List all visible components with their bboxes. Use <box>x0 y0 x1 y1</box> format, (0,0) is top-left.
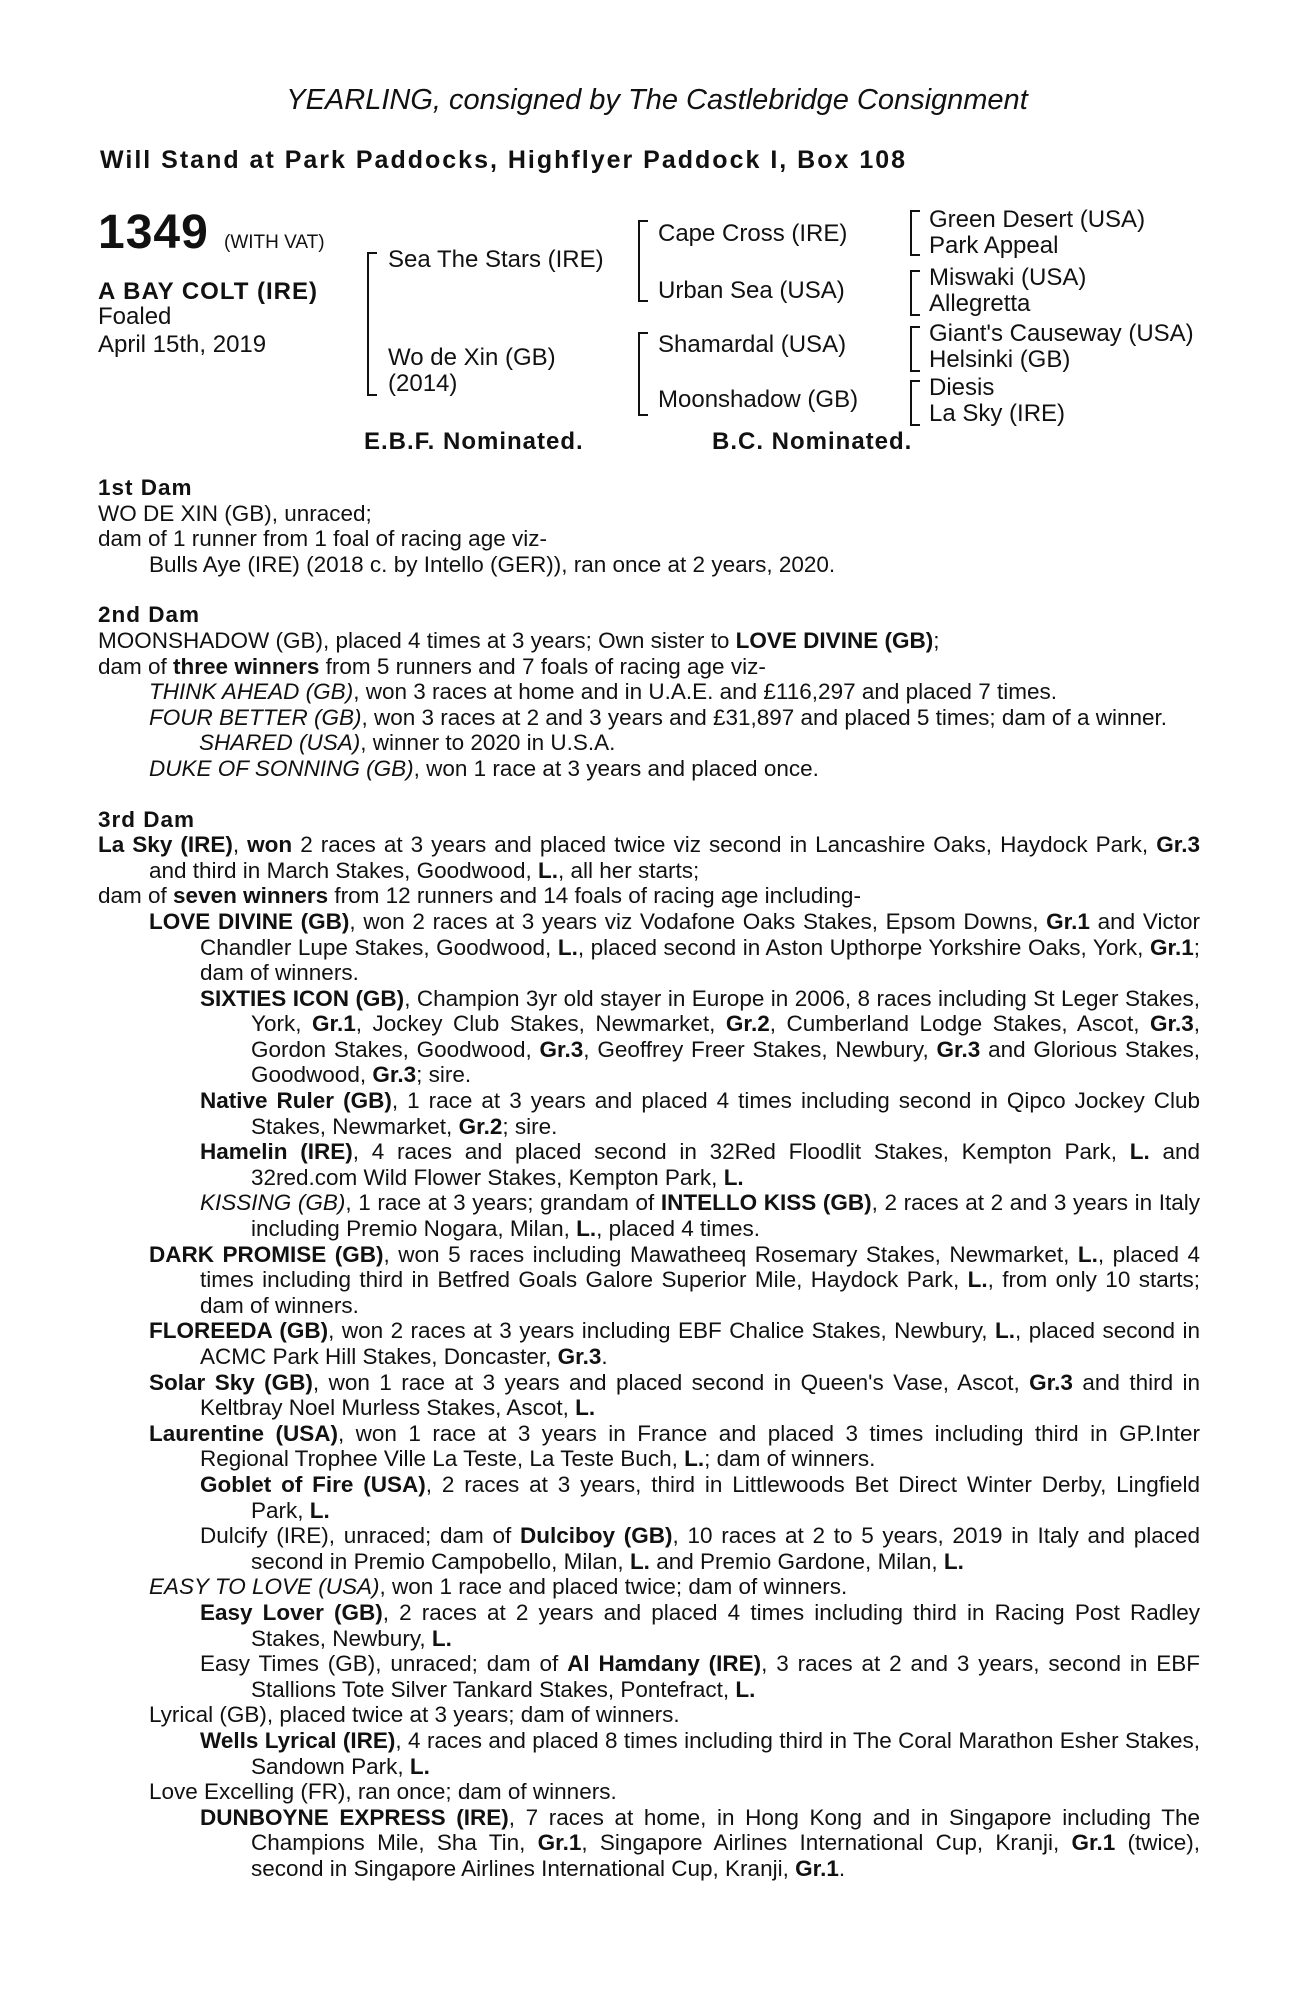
bold-run: 2nd Dam <box>98 602 201 628</box>
bold-run: three winners <box>173 653 320 679</box>
pedigree-entry <box>98 832 1200 883</box>
text-run: , 4 races and placed second in 32Red Floodlit Stakes, Kempton Park, <box>352 1139 1130 1165</box>
pedigree-entry <box>98 501 1200 527</box>
pedigree-entry <box>98 1600 1200 1651</box>
text-run: , placed 4 times including third in Betfred Goals Galore Superior Mile, Haydock Park, <box>200 1241 1201 1293</box>
pedigree-entry <box>98 1088 1200 1139</box>
bold-run: L. <box>309 1497 330 1523</box>
bold-run: L. <box>576 1216 597 1242</box>
bold-run: Gr.2 <box>458 1113 503 1139</box>
text-run: ; <box>933 627 940 653</box>
bold-run: L. <box>629 1548 650 1574</box>
italic-run: SHARED (USA) <box>199 730 361 756</box>
pedigree-dam-dam: Moonshadow (GB) <box>658 386 859 413</box>
bold-run: L. <box>684 1446 705 1472</box>
bold-run: Wells Lyrical (IRE) <box>200 1727 396 1753</box>
text-run: ; dam of winners. <box>200 934 1200 986</box>
bold-run: DARK PROMISE (GB) <box>149 1241 384 1267</box>
pedigree-ssd: Park Appeal <box>929 232 1059 259</box>
lot-description: A BAY COLT (IRE) <box>98 278 319 305</box>
pedigree-entry <box>98 883 1200 909</box>
text-run: , Champion 3yr old stayer in Europe in 2006, 8 races including St Leger Stakes, York, <box>251 985 1201 1037</box>
section-heading <box>98 475 1200 501</box>
italic-run: EASY TO LOVE (USA) <box>149 1574 380 1600</box>
text-run: , 2 races at 2 years and placed 4 times including third in Racing Post Radley Stakes, Newbury, <box>251 1599 1200 1651</box>
bold-run: L. <box>431 1625 452 1651</box>
bold-run: Easy Lover (GB) <box>200 1599 383 1625</box>
section-heading <box>98 602 1200 628</box>
bold-run: seven winners <box>173 883 329 909</box>
pedigree-brace-main <box>367 252 377 396</box>
text-run: Easy Times (GB), unraced; dam of <box>200 1651 568 1677</box>
bold-run: Gr.3 <box>1149 1011 1194 1037</box>
ebf-nominated: E.B.F. Nominated. <box>364 428 584 455</box>
pedigree-entry <box>98 1318 1200 1369</box>
bold-run: 3rd Dam <box>98 806 196 832</box>
bold-run: Gr.3 <box>1029 1369 1073 1395</box>
bold-run: 1st Dam <box>98 475 193 500</box>
text-run: , Jockey Club Stakes, Newmarket, <box>355 1011 726 1037</box>
bold-run: Gr.1 <box>1046 908 1090 934</box>
bold-run: Goblet of Fire (USA) <box>200 1471 426 1497</box>
pedigree-dam-year: (2014) <box>388 370 458 397</box>
pedigree-brace-3 <box>910 326 920 372</box>
pedigree-entry <box>98 1805 1200 1882</box>
text-run: , 4 races and placed 8 times including third in The Coral Marathon Esher Stakes, Sandown Park, <box>251 1727 1201 1779</box>
bold-run: DUNBOYNE EXPRESS (IRE) <box>200 1804 509 1830</box>
text-run: and Premio Gardone, Milan, <box>649 1548 944 1574</box>
pedigree-entry <box>98 986 1200 1088</box>
pedigree-entry <box>98 552 1200 578</box>
pedigree-entry <box>98 909 1200 986</box>
bold-run: L. <box>409 1753 430 1779</box>
spacer <box>98 577 1200 602</box>
text-run: , Singapore Airlines International Cup, Kranji, <box>581 1830 1072 1856</box>
pedigree-entry <box>98 1651 1200 1702</box>
text-run: , placed second in Aston Upthorpe Yorkshire Oaks, York, <box>577 934 1150 960</box>
text-run: and Victor Chandler Lupe Stakes, Goodwood, <box>200 908 1200 960</box>
foaled-date: April 15th, 2019 <box>98 331 267 358</box>
pedigree-entry <box>98 1779 1200 1805</box>
bold-run: Gr.1 <box>1071 1830 1116 1856</box>
text-run <box>149 730 199 755</box>
bold-run: Hamelin (IRE) <box>200 1139 353 1165</box>
text-run: , from only 10 starts; dam of winners. <box>200 1267 1200 1318</box>
text-run: and third in March Stakes, Goodwood, <box>149 857 538 883</box>
text-run: ; sire. <box>502 1113 558 1139</box>
text-run: , won 1 race at 3 years in France and placed 3 times including third in GP.Inter Regional Trophee Ville La Teste, La Teste Buch, <box>200 1420 1200 1472</box>
pedigree-sire-dam: Urban Sea (USA) <box>658 277 845 304</box>
pedigree-entry <box>98 730 1200 756</box>
italic-run: KISSING (GB) <box>200 1190 346 1216</box>
text-run: dam of <box>98 883 174 909</box>
bold-run: SIXTIES ICON (GB) <box>200 985 405 1011</box>
pedigree-brace-dam <box>638 332 648 416</box>
text-run: and 32red.com Wild Flower Stakes, Kempton Park, <box>251 1139 1200 1190</box>
text-run: , 2 races at 2 and 3 years in Italy including Premio Nogara, Milan, <box>251 1190 1200 1242</box>
text-run: , 2 races at 3 years, third in Littlewoods Bet Direct Winter Derby, Lingfield Park, <box>251 1471 1200 1523</box>
bold-run: Gr.3 <box>539 1036 584 1062</box>
bold-run: L. <box>557 934 578 960</box>
text-run: MOONSHADOW (GB), placed 4 times at 3 years; Own sister to <box>98 627 736 653</box>
text-run: , placed 4 times. <box>596 1216 760 1242</box>
bold-run: L. <box>995 1318 1016 1344</box>
bold-run: Gr.2 <box>725 1011 770 1037</box>
text-run: Love Excelling (FR), ran once; dam of winners. <box>149 1779 617 1805</box>
bold-run: L. <box>735 1676 756 1702</box>
text-run: from 5 runners and 7 foals of racing age viz- <box>319 653 766 679</box>
pedigree-dam-sire: Shamardal (USA) <box>658 331 847 358</box>
text-run: , Cumberland Lodge Stakes, Ascot, <box>769 1011 1150 1037</box>
text-run: WO DE XIN (GB), unraced; <box>98 500 372 526</box>
bold-run: L. <box>967 1267 988 1293</box>
consignment-heading: YEARLING, consigned by The Castlebridge Consignment <box>286 84 1028 116</box>
text-run: dam of <box>98 653 174 679</box>
pedigree-entry <box>98 1472 1200 1523</box>
pedigree-dss: Giant's Causeway (USA) <box>929 320 1194 347</box>
spacer <box>98 782 1200 807</box>
text-run: , won 1 race at 3 years and placed second in Queen's Vase, Ascot, <box>312 1369 1030 1395</box>
stable-location: Will Stand at Park Paddocks, Highflyer Paddock I, Box 108 <box>100 146 908 174</box>
bold-run: Gr.3 <box>372 1062 417 1088</box>
bold-run: L. <box>1129 1139 1150 1165</box>
section-heading <box>98 807 1200 833</box>
text-run: from 12 runners and 14 foals of racing age including- <box>328 883 861 909</box>
pedigree-entry <box>98 1574 1200 1600</box>
text-run: ; sire. <box>416 1062 472 1088</box>
pedigree-brace-2 <box>910 270 920 316</box>
bold-run: Gr.3 <box>1156 832 1200 858</box>
text-run: , 1 race at 3 years and placed 4 times including second in Qipco Jockey Club Stakes, Newmarket, <box>251 1088 1200 1139</box>
text-run: and third in Keltbray Noel Murless Stakes, Ascot, <box>200 1369 1201 1421</box>
text-run: , Gordon Stakes, Goodwood, <box>251 1011 1200 1062</box>
pedigree-dsd: Helsinki (GB) <box>929 346 1071 373</box>
text-run: (twice), second in Singapore Airlines International Cup, Kranji, <box>251 1830 1201 1881</box>
pedigree-entry <box>98 654 1200 680</box>
bc-nominated: B.C. Nominated. <box>712 428 913 455</box>
bold-run: Gr.3 <box>557 1344 602 1369</box>
text-run: and Glorious Stakes, Goodwood, <box>251 1036 1200 1088</box>
italic-run: DUKE OF SONNING (GB) <box>149 755 414 781</box>
text-run: . <box>601 1344 608 1369</box>
pedigree-entry <box>98 1139 1200 1190</box>
bold-run: FLOREEDA (GB) <box>149 1318 329 1344</box>
pedigree-entry <box>98 628 1200 654</box>
bold-run: L. <box>575 1395 596 1421</box>
text-run: , all her starts; <box>557 857 700 883</box>
vat-label: (WITH VAT) <box>224 232 325 253</box>
pedigree-brace-sire <box>638 220 648 302</box>
bold-run: won <box>247 832 293 858</box>
text-run: , Geoffrey Freer Stakes, Newbury, <box>583 1036 937 1062</box>
text-run: , 3 races at 2 and 3 years, second in EBF Stallions Tote Silver Tankard Stakes, Pontefract, <box>251 1651 1200 1702</box>
bold-run: La Sky (IRE) <box>98 832 233 858</box>
foaled-label: Foaled <box>98 303 172 330</box>
italic-run: THINK AHEAD (GB) <box>149 679 354 705</box>
pedigree-entry <box>98 1728 1200 1779</box>
text-run: , won 2 races at 3 years including EBF Chalice Stakes, Newbury, <box>328 1318 996 1344</box>
text-run: Dulcify (IRE), unraced; dam of <box>200 1523 520 1549</box>
bold-run: Native Ruler (GB) <box>200 1088 392 1114</box>
pedigree-entry <box>98 1421 1200 1472</box>
bold-run: Gr.1 <box>311 1011 356 1037</box>
text-run: dam of 1 runner from 1 foal of racing age viz- <box>98 526 547 552</box>
bold-run: Gr.3 <box>936 1036 981 1062</box>
italic-run: FOUR BETTER (GB) <box>149 704 362 730</box>
bold-run: Gr.1 <box>1149 934 1194 960</box>
pedigree-notes <box>98 475 1200 1881</box>
bold-run: Dulciboy (GB) <box>520 1523 673 1549</box>
text-run: , 10 races at 2 to 5 years, 2019 in Italy and placed second in Premio Campobello, Milan, <box>251 1523 1201 1574</box>
bold-run: Al Hamdany (IRE) <box>567 1651 762 1677</box>
text-run: 2 races at 3 years and placed twice viz second in Lancashire Oaks, Haydock Park, <box>292 832 1157 858</box>
pedigree-entry <box>98 1242 1200 1319</box>
text-run: , won 1 race and placed twice; dam of winners. <box>379 1574 848 1600</box>
pedigree-entry <box>98 1702 1200 1728</box>
text-run: , won 2 races at 3 years viz Vodafone Oaks Stakes, Epsom Downs, <box>349 908 1047 934</box>
pedigree-dds: Diesis <box>929 374 995 401</box>
pedigree-brace-1 <box>910 210 920 256</box>
bold-run: L. <box>537 857 558 883</box>
text-run: Bulls Aye (IRE) (2018 c. by Intello (GER)), ran once at 2 years, 2020. <box>149 551 836 577</box>
bold-run: Gr.1 <box>795 1855 839 1881</box>
lot-number: 1349 <box>98 206 209 259</box>
text-run: ; dam of winners. <box>704 1446 876 1472</box>
text-run: Lyrical (GB), placed twice at 3 years; dam of winners. <box>149 1702 680 1728</box>
text-run: , won 3 races at 2 and 3 years and £31,897 and placed 5 times; dam of a winner. <box>361 704 1168 730</box>
bold-run: LOVE DIVINE (GB) <box>735 627 934 653</box>
bold-run: INTELLO KISS (GB) <box>660 1190 872 1216</box>
bold-run: Gr.1 <box>537 1830 582 1856</box>
pedigree-sire: Sea The Stars (IRE) <box>388 246 604 273</box>
text-run: , winner to 2020 in U.S.A. <box>360 730 616 756</box>
pedigree-sdd: Allegretta <box>929 290 1031 317</box>
pedigree-entry <box>98 1370 1200 1421</box>
text-run: , won 1 race at 3 years and placed once. <box>413 755 819 781</box>
bold-run: L. <box>1077 1241 1098 1267</box>
pedigree-brace-4 <box>910 380 920 426</box>
text-run: , placed second in ACMC Park Hill Stakes, Doncaster, <box>200 1318 1201 1369</box>
pedigree-sss: Green Desert (USA) <box>929 206 1146 233</box>
bold-run: L. <box>723 1164 744 1190</box>
text-run: , won 5 races including Mawatheeq Rosemary Stakes, Newmarket, <box>383 1241 1078 1267</box>
text-run: , <box>232 832 248 858</box>
pedigree-entry <box>98 705 1200 731</box>
pedigree-sds: Miswaki (USA) <box>929 264 1087 291</box>
pedigree-sire-sire: Cape Cross (IRE) <box>658 220 848 247</box>
bold-run: Solar Sky (GB) <box>149 1369 313 1395</box>
pedigree-ddd: La Sky (IRE) <box>929 400 1066 427</box>
text-run: . <box>838 1855 846 1881</box>
pedigree-entry <box>98 526 1200 552</box>
text-run: , won 3 races at home and in U.A.E. and £116,297 and placed 7 times. <box>353 679 1057 705</box>
bold-run: Laurentine (USA) <box>149 1420 338 1446</box>
text-run: , 7 races at home, in Hong Kong and in Singapore including The Champions Mile, Sha Tin, <box>251 1804 1200 1856</box>
pedigree-entry <box>98 1190 1200 1241</box>
pedigree-entry <box>98 756 1200 782</box>
bold-run: LOVE DIVINE (GB) <box>149 908 350 934</box>
pedigree-entry <box>98 1523 1200 1574</box>
bold-run: L. <box>943 1548 964 1574</box>
pedigree-dam: Wo de Xin (GB) <box>388 344 556 371</box>
text-run: , 1 race at 3 years; grandam of <box>345 1190 661 1216</box>
pedigree-entry <box>98 679 1200 705</box>
